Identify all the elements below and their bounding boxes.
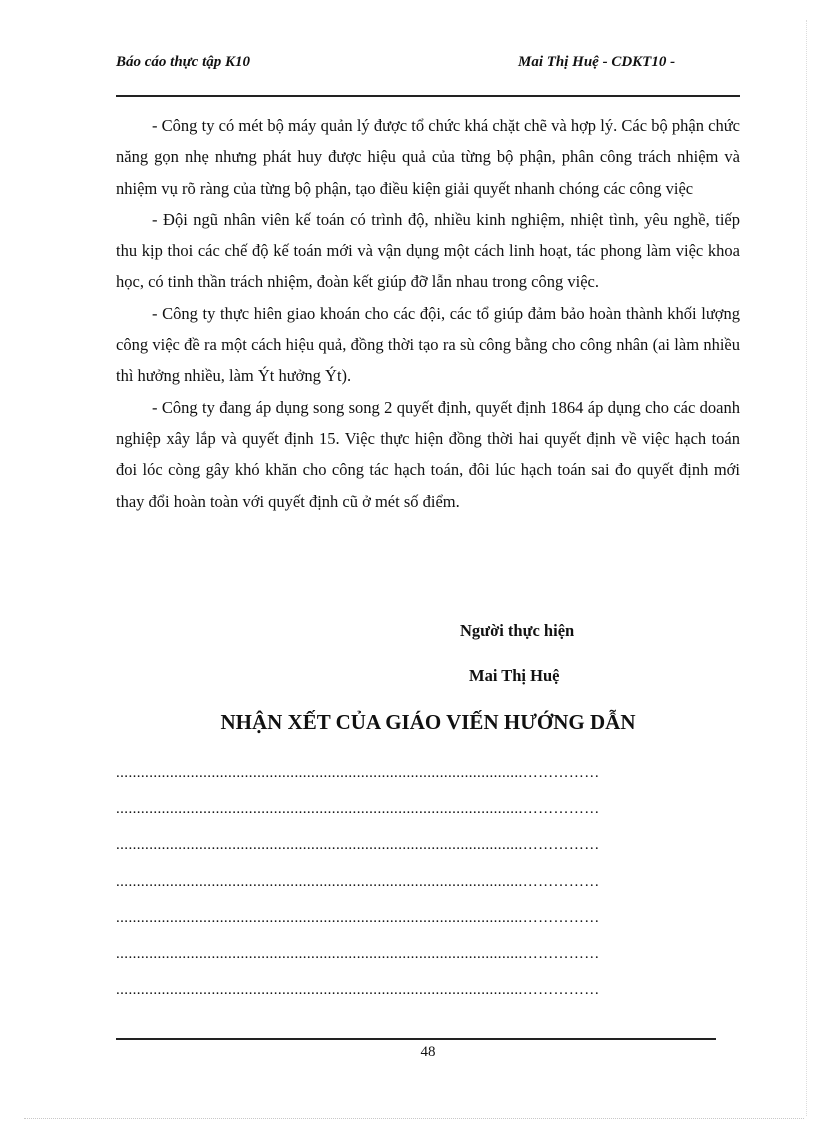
footer-divider (116, 1038, 716, 1040)
header-report-title: Báo cáo thực tập K10 (116, 54, 250, 70)
signature-name: Mai Thị Huệ (469, 666, 560, 685)
review-section-title: NHẬN XẾT CỦA GIÁO VIẾN HƯỚNG DẪN (220, 710, 636, 734)
comment-line: ..................................................................................................…………… (116, 801, 600, 818)
comment-line: ..................................................................................................…………… (116, 945, 600, 962)
comment-line: ..................................................................................................…………… (116, 873, 600, 890)
comment-line: ..................................................................................................…………… (116, 909, 600, 926)
body-text (116, 110, 740, 517)
page-number: 48 (420, 1044, 436, 1060)
header-divider (116, 95, 740, 97)
comment-line: ..................................................................................................…………… (116, 837, 600, 854)
signature-role: Người thực hiện (460, 621, 575, 640)
paragraph-staff: - Đội ngũ nhân viên kế toán có trình độ, nhiều kinh nghiệm, nhiệt tình, yêu nghề, tiếp thu kịp thoi các chế độ kế toán mới và vận dụng một cách linh hoạt, tác phong làm việc khoa học, có tinh thần trách nhiệm, đoàn kết giúp đỡ lẫn nhau trong công việc. (116, 209, 740, 292)
review-comment-lines (116, 763, 716, 1016)
paragraph-contracting: - Công ty thực hiên giao khoán cho các đội, các tổ giúp đảm bảo hoàn thành khối lượng công việc đề ra một cách hiệu quả, đồng thời tạo ra sù công bằng cho công nhân (ai làm nhiều thì hưởng nhiều, làm Ýt hưởng Ýt). (116, 303, 740, 386)
page-edge-right (806, 20, 807, 1116)
page-edge-bottom (24, 1118, 804, 1119)
paragraph-management: - Công ty có mét bộ máy quản lý được tổ chức khá chặt chẽ và hợp lý. Các bộ phận chức năng gọn nhẹ nhưng phát huy được hiệu quả của từng bộ phận, phân công trách nhiệm và nhiệm vụ rõ ràng của từng bộ phận, tạo điều kiện giải quyết nhanh chóng các công việc (116, 116, 740, 198)
comment-line: ..................................................................................................…………… (116, 765, 600, 781)
comment-line: ..................................................................................................…………… (116, 982, 600, 999)
header-author: Mai Thị Huệ - CDKT10 - (518, 54, 676, 70)
paragraph-decisions: - Công ty đang áp dụng song song 2 quyết định, quyết định 1864 áp dụng cho các doanh nghiệp xây lắp và quyết định 15. Việc thực hiện đồng thời hai quyết định về việc hạch toán đoi lóc còng gây khó khăn cho công tác hạch toán, đôi lúc hạch toán sai đo quyết định mới thay đổi hoàn toàn với quyết định cũ ở mét số điểm. (116, 397, 740, 511)
